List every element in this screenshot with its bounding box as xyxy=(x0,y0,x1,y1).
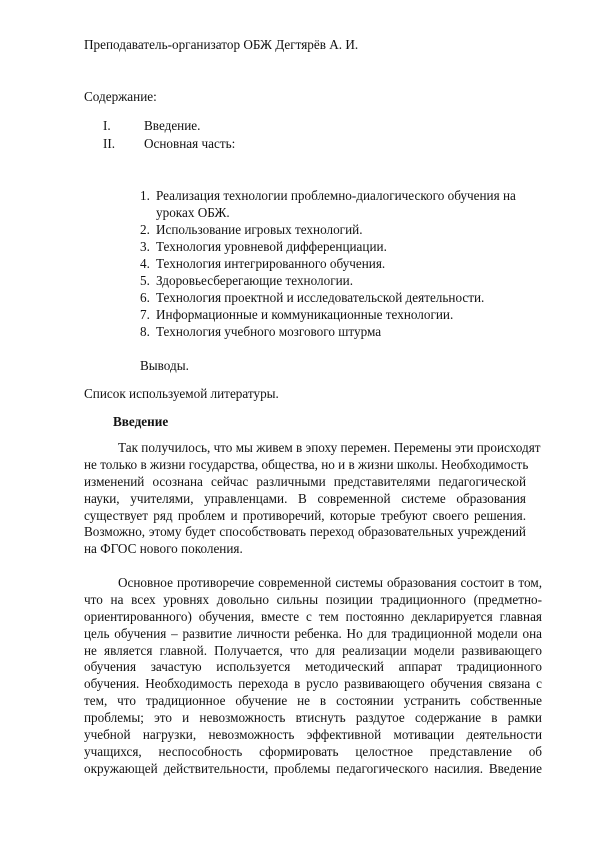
roman-number: I. xyxy=(103,118,111,133)
item-text: Технология уровневой дифференциации. xyxy=(156,239,387,254)
item-number: 8. xyxy=(140,324,150,339)
paragraph-line: не только в жизни государства, общества, но и в жизни школы. Необходимость xyxy=(84,456,529,472)
paragraph-line: проблемы; это и невозможность втиснуть раздутое содержание в рамки xyxy=(84,710,542,726)
conclusions-item: Выводы. xyxy=(140,358,189,373)
roman-label: Основная часть: xyxy=(144,136,236,151)
paragraph-line: Основное противоречие современной системы образования состоит в том, xyxy=(118,575,542,590)
paragraph-line: науки, учителями, управленцами. В современной системе образования xyxy=(84,490,526,506)
item-number: 2. xyxy=(140,222,150,237)
paragraph-line: на ФГОС нового поколения. xyxy=(84,541,243,557)
paragraph-line: Возможно, этому будет способствовать переход образовательных учреждений xyxy=(84,524,526,540)
item-text: Технология учебного мозгового штурма xyxy=(156,324,382,339)
introduction-heading: Введение xyxy=(113,414,169,429)
item-text: уроках ОБЖ. xyxy=(156,205,230,220)
item-text: Здоровьесберегающие технологии. xyxy=(156,273,354,288)
paragraph-line: окружающей действительности, проблемы педагогического насилия. Введение xyxy=(84,760,542,776)
item-text: Использование игровых технологий. xyxy=(156,222,363,237)
intro-paragraph-2 xyxy=(84,575,542,778)
item-number: 5. xyxy=(140,273,150,288)
paragraph-line: тем, что традиционное обучение не в состоянии устранить собственные xyxy=(84,693,542,709)
item-text: Технология проектной и исследовательской деятельности. xyxy=(156,290,485,305)
item-number: 3. xyxy=(140,239,150,254)
paragraph-line: цель обучения – развитие личности ребенка. Но для традиционной модели она xyxy=(84,625,542,641)
contents-title: Содержание: xyxy=(84,89,157,104)
item-number: 6. xyxy=(140,290,150,305)
paragraph-line: учащихся, неспособность сформировать целостное представление об xyxy=(84,743,542,759)
item-text: Технология интегрированного обучения. xyxy=(156,256,386,271)
item-text: Информационные и коммуникационные технологии. xyxy=(156,307,454,322)
paragraph-line: Так получилось, что мы живем в эпоху перемен. Перемены эти происходят xyxy=(118,440,541,455)
paragraph-line: что на всех уровнях довольно сильны позиции традиционного (предметно- xyxy=(84,591,542,607)
paragraph-line: учебной нагрузки, невозможность эффективной мотивации деятельности xyxy=(84,727,542,743)
paragraph-line: существует ряд проблем и противоречий, которые требуют своего решения. xyxy=(84,507,526,523)
roman-label: Введение. xyxy=(144,118,201,133)
item-text: Реализация технологии проблемно-диалогического обучения на xyxy=(156,188,516,203)
paragraph-line: ориентированного) обучения, вместе с тем постоянно декларируется главная xyxy=(84,608,542,624)
intro-paragraph-1 xyxy=(84,440,541,558)
paragraph-line: не является главной. Получается, что для реализации модели развивающего xyxy=(84,642,542,658)
paragraph-line: изменений осознана сейчас различными представителями педагогической xyxy=(84,473,526,489)
paragraph-line: обучения. Необходимость перехода в русло развивающего обучения связана с xyxy=(84,676,542,692)
item-number: 4. xyxy=(140,256,150,271)
item-number: 7. xyxy=(140,307,150,322)
paragraph-line: обучения зачастую используется методический аппарат традиционного xyxy=(84,659,542,675)
roman-number: II. xyxy=(103,136,116,151)
author-line: Преподаватель-организатор ОБЖ Дегтярёв А. И. xyxy=(84,37,359,52)
item-number: 1. xyxy=(140,188,150,203)
references-item: Список используемой литературы. xyxy=(84,386,279,401)
